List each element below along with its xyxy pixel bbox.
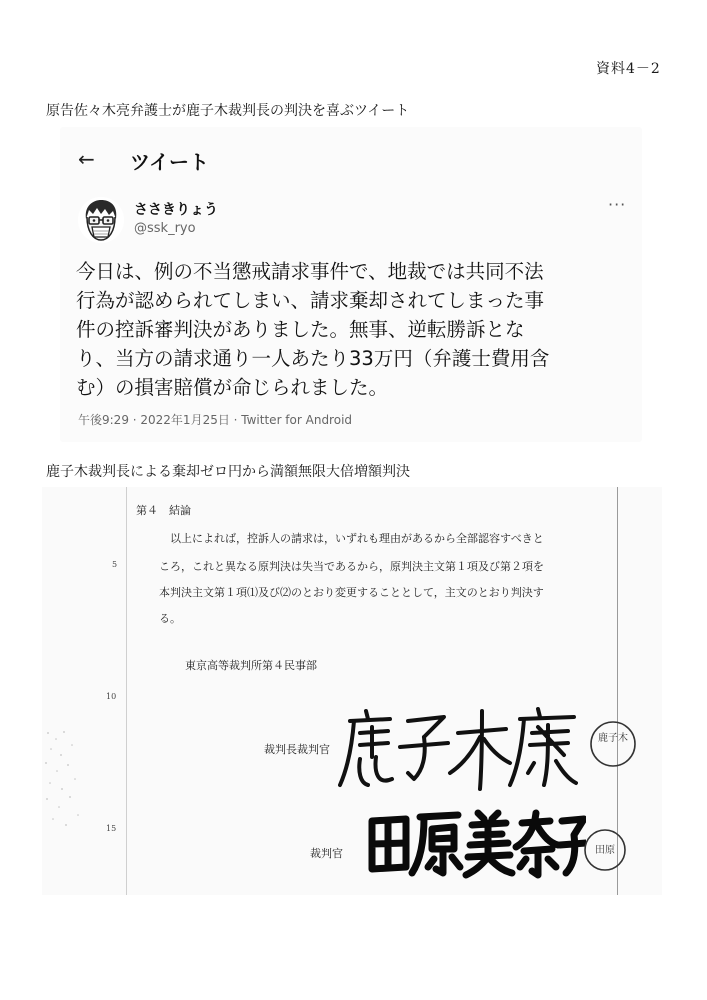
court-name: 東京高等裁判所第４民事部 [185, 659, 317, 672]
associate-judge-seal [582, 827, 628, 873]
tweet-line: り、当方の請求通り一人あたり33万円（弁護士費用含 [76, 347, 550, 370]
line-number: 5 [112, 560, 118, 569]
tweet-caption: 原告佐々木亮弁護士が鹿子木裁判長の判決を喜ぶツイート [46, 103, 410, 119]
svg-text:田原: 田原 [595, 845, 615, 856]
line-number: 15 [106, 824, 117, 833]
back-arrow-icon[interactable]: ← [78, 147, 95, 171]
avatar[interactable] [78, 197, 124, 243]
tweet-line: む）の損害賠償が命じられました。 [76, 376, 389, 399]
chief-judge-seal [588, 719, 638, 769]
tweet-timestamp[interactable]: 午後9:29 · 2022年1月25日 · Twitter for Android [78, 413, 353, 427]
tweet-body [76, 257, 632, 402]
chief-judge-title: 裁判長裁判官 [264, 743, 330, 756]
tweet-header-title: ツイート [130, 150, 209, 174]
tweet-line: 今日は、例の不当懲戒請求事件で、地裁では共同不法 [76, 260, 544, 283]
tweet-line: 行為が認められてしまい、請求棄却されてしまった事 [76, 289, 545, 312]
section-heading: 第４ 結論 [136, 504, 191, 517]
judgment-caption: 鹿子木裁判長による棄却ゼロ円から満額無限大倍増額判決 [46, 464, 410, 480]
judgment-text-line: る。 [159, 612, 181, 625]
svg-text:鹿子木: 鹿子木 [598, 733, 628, 744]
judgment-scan [42, 487, 662, 895]
cartoon-face-icon [78, 197, 124, 243]
tweet-line: 件の控訴審判決がありました。無事、逆転勝訴とな [76, 318, 525, 341]
judgment-text-line: 本判決主文第１項⑴及び⑵のとおり変更することとして，主文のとおり判決す [159, 586, 544, 599]
line-number: 10 [106, 692, 117, 701]
associate-judge-title: 裁判官 [310, 847, 343, 860]
document-id: 資料4－2 [596, 61, 661, 77]
scan-noise-dots [42, 727, 102, 847]
more-options-icon[interactable]: ··· [608, 195, 627, 214]
margin-rule [126, 487, 127, 895]
associate-judge-signature [366, 807, 586, 883]
judgment-text-line: ころ，これと異なる原判決は失当であるから，原判決主文第１項及び第２項を [159, 560, 544, 573]
chief-judge-signature [338, 705, 578, 795]
user-handle[interactable]: @ssk_ryo [134, 221, 196, 236]
user-name[interactable]: ささきりょう [134, 202, 218, 218]
judgment-text-line: 以上によれば，控訴人の請求は，いずれも理由があるから全部認容すべきと [170, 532, 544, 545]
tweet-screenshot [60, 127, 642, 442]
